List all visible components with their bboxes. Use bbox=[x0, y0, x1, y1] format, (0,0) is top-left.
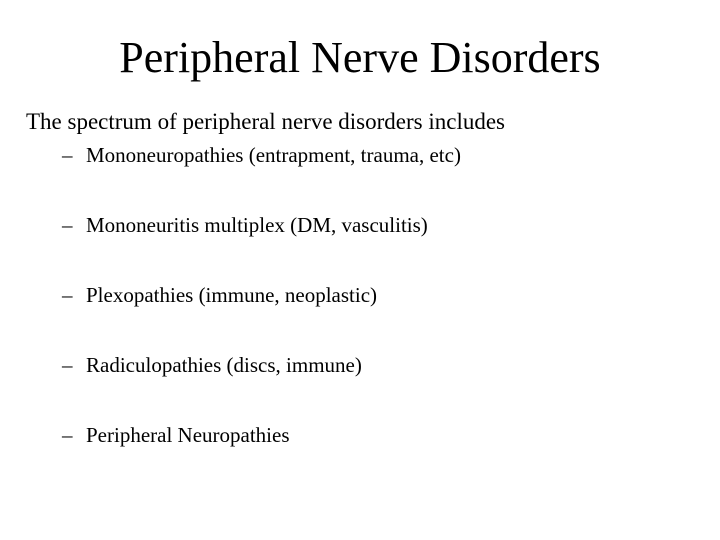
bullet-dash: – bbox=[62, 143, 73, 167]
bullet-item bbox=[62, 281, 461, 309]
bullet-text: Mononeuropathies (entrapment, trauma, etc) bbox=[86, 143, 461, 167]
bullet-item bbox=[62, 351, 461, 379]
bullet-text: Mononeuritis multiplex (DM, vasculitis) bbox=[86, 213, 428, 237]
bullet-list bbox=[62, 141, 461, 491]
bullet-item bbox=[62, 421, 461, 449]
bullet-dash: – bbox=[62, 283, 73, 307]
bullet-text: Peripheral Neuropathies bbox=[86, 423, 290, 447]
slide-title: Peripheral Nerve Disorders bbox=[119, 33, 601, 82]
bullet-item bbox=[62, 211, 461, 239]
bullet-text: Radiculopathies (discs, immune) bbox=[86, 353, 362, 377]
bullet-dash: – bbox=[62, 423, 73, 447]
bullet-dash: – bbox=[62, 213, 73, 237]
bullet-item bbox=[62, 141, 461, 169]
bullet-dash: – bbox=[62, 353, 73, 377]
bullet-text: Plexopathies (immune, neoplastic) bbox=[86, 283, 378, 307]
intro-text: The spectrum of peripheral nerve disorders includes bbox=[26, 109, 505, 134]
